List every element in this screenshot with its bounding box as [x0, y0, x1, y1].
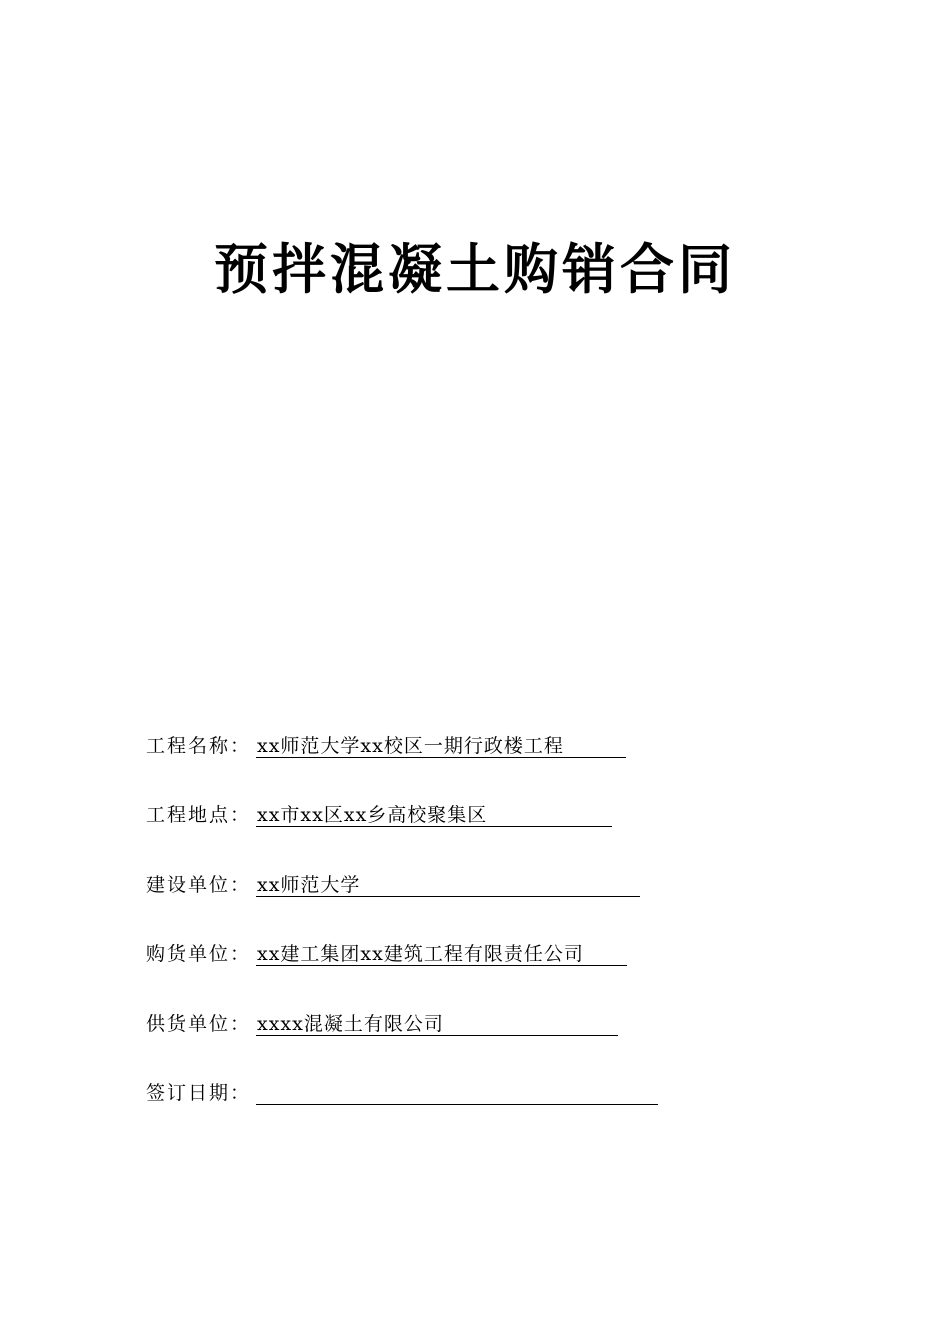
purchaser-label: 购货单位：: [146, 943, 252, 965]
construction-unit-label: 建设单位：: [146, 874, 252, 896]
signing-date-value: [256, 1080, 658, 1105]
supplier-value: xxxx混凝土有限公司: [256, 1011, 618, 1036]
contract-title: 预拌混凝土购销合同: [214, 237, 736, 301]
supplier-label: 供货单位：: [146, 1013, 252, 1035]
project-name-value: xx师范大学xx校区一期行政楼工程: [256, 733, 626, 758]
project-location-label: 工程地点：: [146, 804, 252, 826]
project-name-label: 工程名称：: [146, 735, 252, 757]
signing-date-label: 签订日期：: [146, 1082, 252, 1104]
project-location-value: xx市xx区xx乡高校聚集区: [256, 802, 612, 827]
construction-unit-value: xx师范大学: [256, 872, 640, 897]
purchaser-value: xx建工集团xx建筑工程有限责任公司: [256, 941, 627, 966]
